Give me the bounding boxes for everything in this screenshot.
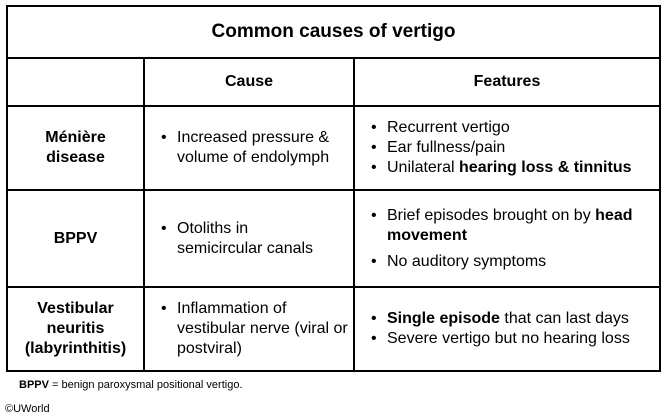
row-features [355, 288, 659, 370]
bullet-item: • Recurrent vertigo [371, 118, 659, 138]
footnote-abbr: BPPV [19, 379, 49, 391]
row-cause [145, 288, 353, 370]
bullet-item: • Severe vertigo but no hearing loss [371, 329, 659, 349]
bullet-item: • Single episode that can last days [371, 309, 659, 329]
bullet-item: • Ear fullness/pain [371, 138, 659, 158]
vertigo-table [6, 5, 661, 372]
row-features [355, 191, 659, 286]
copyright: ©UWorld [5, 403, 50, 415]
divider [353, 57, 355, 370]
header-features: Features [473, 73, 541, 90]
bullet-item: • No auditory symptoms [371, 252, 659, 272]
row-cause [145, 191, 353, 286]
bullet-item: • Otoliths in semicircular canals [161, 219, 337, 259]
row-condition: BPPV [53, 229, 98, 247]
row-cause [145, 107, 353, 189]
row-condition: Vestibular neuritis (labyrinthitis) [24, 300, 127, 357]
bullet-item: • Brief episodes brought on by head movement [371, 206, 659, 246]
table-title: Common causes of vertigo [211, 21, 456, 42]
bullet-item: • Increased pressure & volume of endolymph [161, 128, 353, 168]
row-features [355, 107, 659, 189]
footnote-text: = benign paroxysmal positional vertigo. [48, 379, 243, 391]
footnote [19, 379, 243, 391]
divider [143, 57, 145, 370]
bullet-item: • Unilateral hearing loss & tinnitus [371, 158, 659, 178]
header-cause: Cause [224, 73, 274, 90]
bullet-item: • Inflammation of vestibular nerve (viral or postviral) [161, 299, 353, 359]
row-condition: Ménière disease [45, 129, 106, 166]
